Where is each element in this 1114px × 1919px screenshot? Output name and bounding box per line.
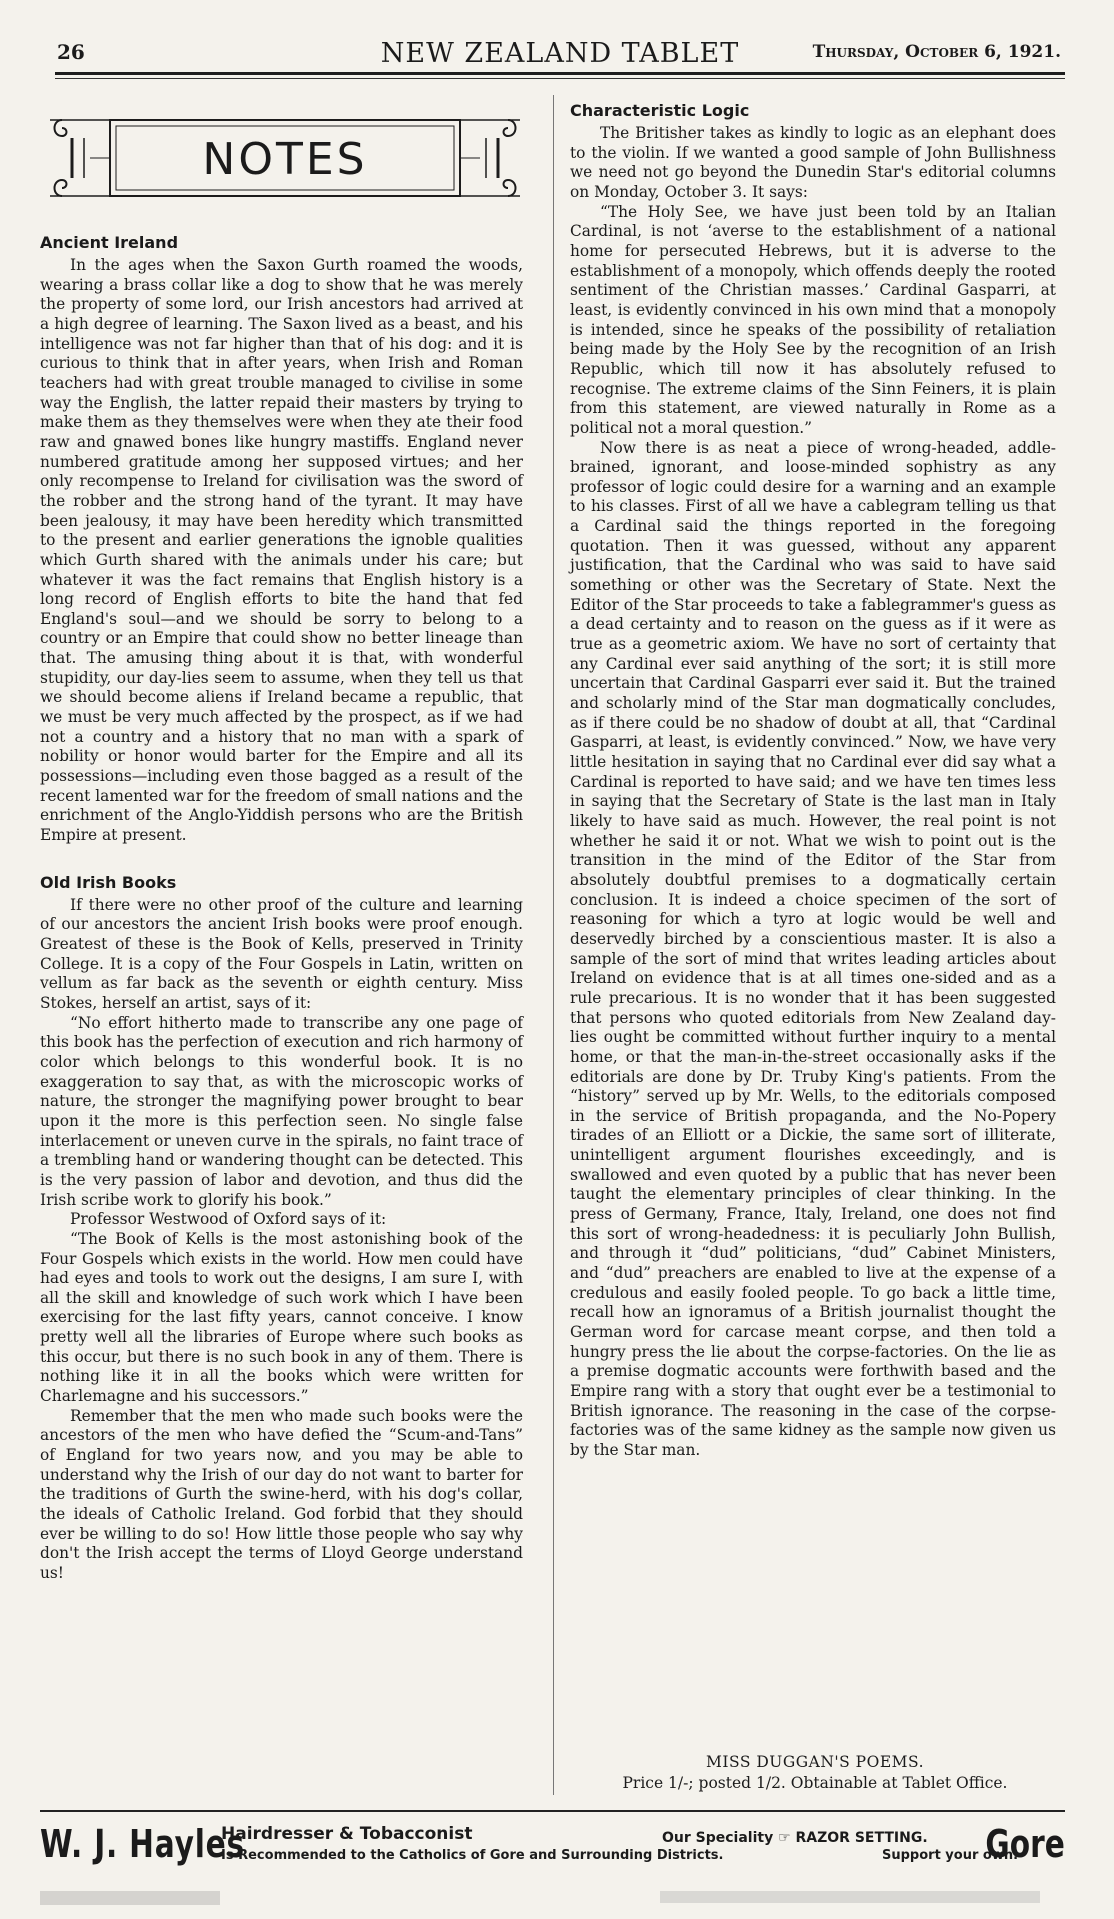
- hayles-advertisement: [40, 1818, 1065, 1884]
- article-paragraph: “The Book of Kells is the most astonishing book of the Four Gospels which exists in the world. How men could have had eyes and tools to work out the designs, I am sure I, with all the skill and knowledge of such work which I have been exercising for the last fifty years, cannot conceive. I know pretty well all the libraries of Europe where such books as this occur, but there is no such book in any of them. There is nothing like it in all the books which were written for Charlemagne and his successors.”: [40, 1229, 523, 1406]
- article-heading: Old Irish Books: [40, 872, 177, 892]
- notice-title: MISS DUGGAN'S POEMS.: [705, 1753, 925, 1771]
- newspaper-title: NEW ZEALAND TABLET: [380, 38, 740, 69]
- article-paragraph: Remember that the men who made such books were the ancestors of the men who have defied the “Scum-and-Tans” of England for two years now, and you may be able to understand why the Irish of our day do not want to barter for the traditions of Gurth the swine-herd, with his dog's collar, the ideals of Catholic Ireland. God forbid that they should ever be willing to do so! How little those people who say why don't the Irish accept the terms of Lloyd George understand us!: [40, 1406, 523, 1582]
- article-paragraph: “No effort hitherto made to transcribe any one page of this book has the perfection of execution and rich harmony of color which belongs to this wonderful book. It is no exaggeration to say that, as with the microscopic works of nature, the stronger the magnifying power brought to bear upon it the more is this perfection seen. No single false interlacement or uneven curve in the spirals, no faint trace of a trembling hand or wandering thought can be detected. This is the very passion of labor and devotion, and thus did the Irish scribe work to glorify his book.”: [40, 1013, 523, 1209]
- advert-rule: [40, 1810, 1065, 1812]
- masthead: [55, 38, 1065, 75]
- advert-recommendation: Is Recommended to the Catholics of Gore and Surrounding Districts.: [221, 1848, 724, 1863]
- advert-trade: Hairdresser & Tobacconist: [221, 1824, 473, 1844]
- article-paragraph: “The Holy See, we have just been told by an Italian Cardinal, is not ‘averse to the establishment of a national home for persecuted Hebrews, but it is adverse to the establishment of a monopoly, which offends deeply the rooted sentiment of the Christian masses.’ Cardinal Gasparri, at least, is evidently convinced in his own mind that a monopoly is intended, since he speaks of the possibility of retaliation being made by the Holy See by the recognition of an Irish Republic, which till now it has absolutely refused to recognise. The extreme claims of the Sinn Feiners, it is plain from this statement, are viewed naturally in Rome as a political not a moral question.”: [570, 202, 1056, 437]
- column-rule: [553, 95, 554, 1795]
- advert-brand: W. J. Hayles: [40, 1822, 245, 1866]
- masthead-rule: [55, 78, 1065, 79]
- article-paragraph: The Britisher takes as kindly to logic as an elephant does to the violin. If we wanted a good sample of John Bullishness we need not go beyond the Dunedin Star's editorial columns on Monday, October 3. It says:: [570, 124, 1056, 201]
- article-paragraph: Now there is as neat a piece of wrong-headed, addle-brained, ignorant, and loose-minded sophistry as any professor of logic could desire for a warning and an example to his classes. First of all we have a cablegram telling us that a Cardinal said the things reported in the foregoing quotation. Then it was guessed, without any apparent justification, that the Cardinal who was said to have said something or other was the Secretary of State. Next the Editor of the Star proceeds to take a fablegrammer's guess as a dead certainty and to reason on the guess as if it were as true as a geometric axiom. We have no sort of certainty that any Cardinal ever said anything of the sort; it is still more uncertain that Cardinal Gasparri ever said it. But the trained and scholarly mind of the Star man dogmatically concludes, as if there could be no shadow of doubt at all, that “Cardinal Gasparri, at least, is evidently convinced.” Now, we have very little hesitation in saying that no Cardinal ever did say what a Cardinal is reported to have said; and we have ten times less in saying that the Secretary of State is the last man in Italy likely to have said as much. However, the real point is not whether he said it or not. What we wish to point out is the transition in the mind of the Editor of the Star from absolutely doubtful premises to a dogmatically certain conclusion. It is indeed a choice specimen of the sort of reasoning for which a tyro at logic would be well and deservedly birched by a conscientious master. It is also a sample of the sort of mind that writes leading articles about Ireland on evidence that is at all times one-sided and as a rule precarious. It is no wonder that it has been suggested that persons who quoted editorials from New Zealand day-lies ought be committed without further inquiry to a mental home, or that the man-in-the-street occasionally asks if the editorials are done by Dr. Truby King's patients. From the “history” served up by Mr. Wells, to the editorials composed in the service of British propaganda, and the No-Popery tirades of an Elliott or a Dickie, the same sort of illiterate, unintelligent argument flourishes exceedingly, and is swallowed and even quoted by a public that has never been taught the elementary principles of clear thinking. In the press of Germany, France, Italy, Ireland, one does not find this sort of wrong-headedness: it is peculiarly John Bullish, and through it “dud” politicians, “dud” Cabinet Ministers, and “dud” preachers are enabled to live at the expense of a credulous and easily fooled people. To go back a little time, recall how an ignoramus of a British journalist thought the German word for carcase meant corpse, and then told a hungry press the lie about the corpse-factories. On the lie as a premise dogmatic accounts were forthwith based and the Empire rang with a story that ought ever be a testimonial to British ignorance. The reasoning in the case of the corpse-factories was of the same kidney as the sample now given us by the Star man.: [570, 438, 1056, 1459]
- poems-notice: [580, 1752, 1050, 1794]
- page-number: 26: [57, 40, 85, 64]
- issue-date: Thursday, October 6, 1921.: [812, 42, 1061, 62]
- notice-details: Price 1/-; posted 1/2. Obtainable at Tablet Office.: [622, 1774, 1008, 1792]
- article-paragraph: Professor Westwood of Oxford says of it:: [70, 1210, 387, 1229]
- article-heading: Ancient Ireland: [40, 233, 179, 252]
- article-heading: Characteristic Logic: [570, 101, 750, 120]
- left-column: [40, 232, 523, 1584]
- article-paragraph: If there were no other proof of the culture and learning of our ancestors the ancient Irish books were proof enough. Greatest of these is the Book of Kells, preserved in Trinity College. It is a copy of the Four Gospels in Latin, written on vellum as far back as the seventh or eighth century. Miss Stokes, herself an artist, says of it:: [40, 895, 523, 1012]
- advert-speciality: Our Speciality ☞ RAZOR SETTING.: [662, 1830, 928, 1846]
- notes-header-box: [50, 112, 520, 204]
- advert-support: Support your own.: [882, 1848, 1019, 1863]
- scan-noise-strip: [40, 1885, 1065, 1915]
- advert-town: Gore: [985, 1822, 1065, 1866]
- right-column: [570, 100, 1056, 1461]
- article-paragraph: In the ages when the Saxon Gurth roamed the woods, wearing a brass collar like a dog to show that he was merely the property of some lord, our Irish ancestors had arrived at a high degree of learning. The Saxon lived as a beast, and his intelligence was not far higher than that of his dog: and it is curious to think that in after years, when Irish and Roman teachers had with great trouble managed to civilise in some way the English, the latter repaid their masters by trying to make them as they themselves were when they ate their food raw and gnawed bones like hungry mastiffs. England never numbered gratitude among her supposed virtues; and her only recompense to Ireland for civilisation was the sword of the robber and the strong hand of the tyrant. It may have been jealousy, it may have been heredity which transmitted to the present and earlier generations the ignoble qualities which Gurth shared with the animals under his care; but whatever it was the fact remains that English history is a long record of English efforts to bite the hand that fed England's soul—and we should be sorry to belong to a country or an Empire that could show no better lineage than that. The amusing thing about it is that, with wonderful stupidity, our day-lies seem to assume, when they tell us that we should become aliens if Ireland became a republic, that we must be very much affected by the prospect, as if we had not a country and a history that no man with a spark of nobility or honor would barter for the Empire and all its possessions—including even those bagged as a result of the recent lamented war for the freedom of small nations and the enrichment of the Anglo-Yiddish persons who are the British Empire at present.: [40, 256, 523, 845]
- notes-title: NOTES: [202, 134, 368, 185]
